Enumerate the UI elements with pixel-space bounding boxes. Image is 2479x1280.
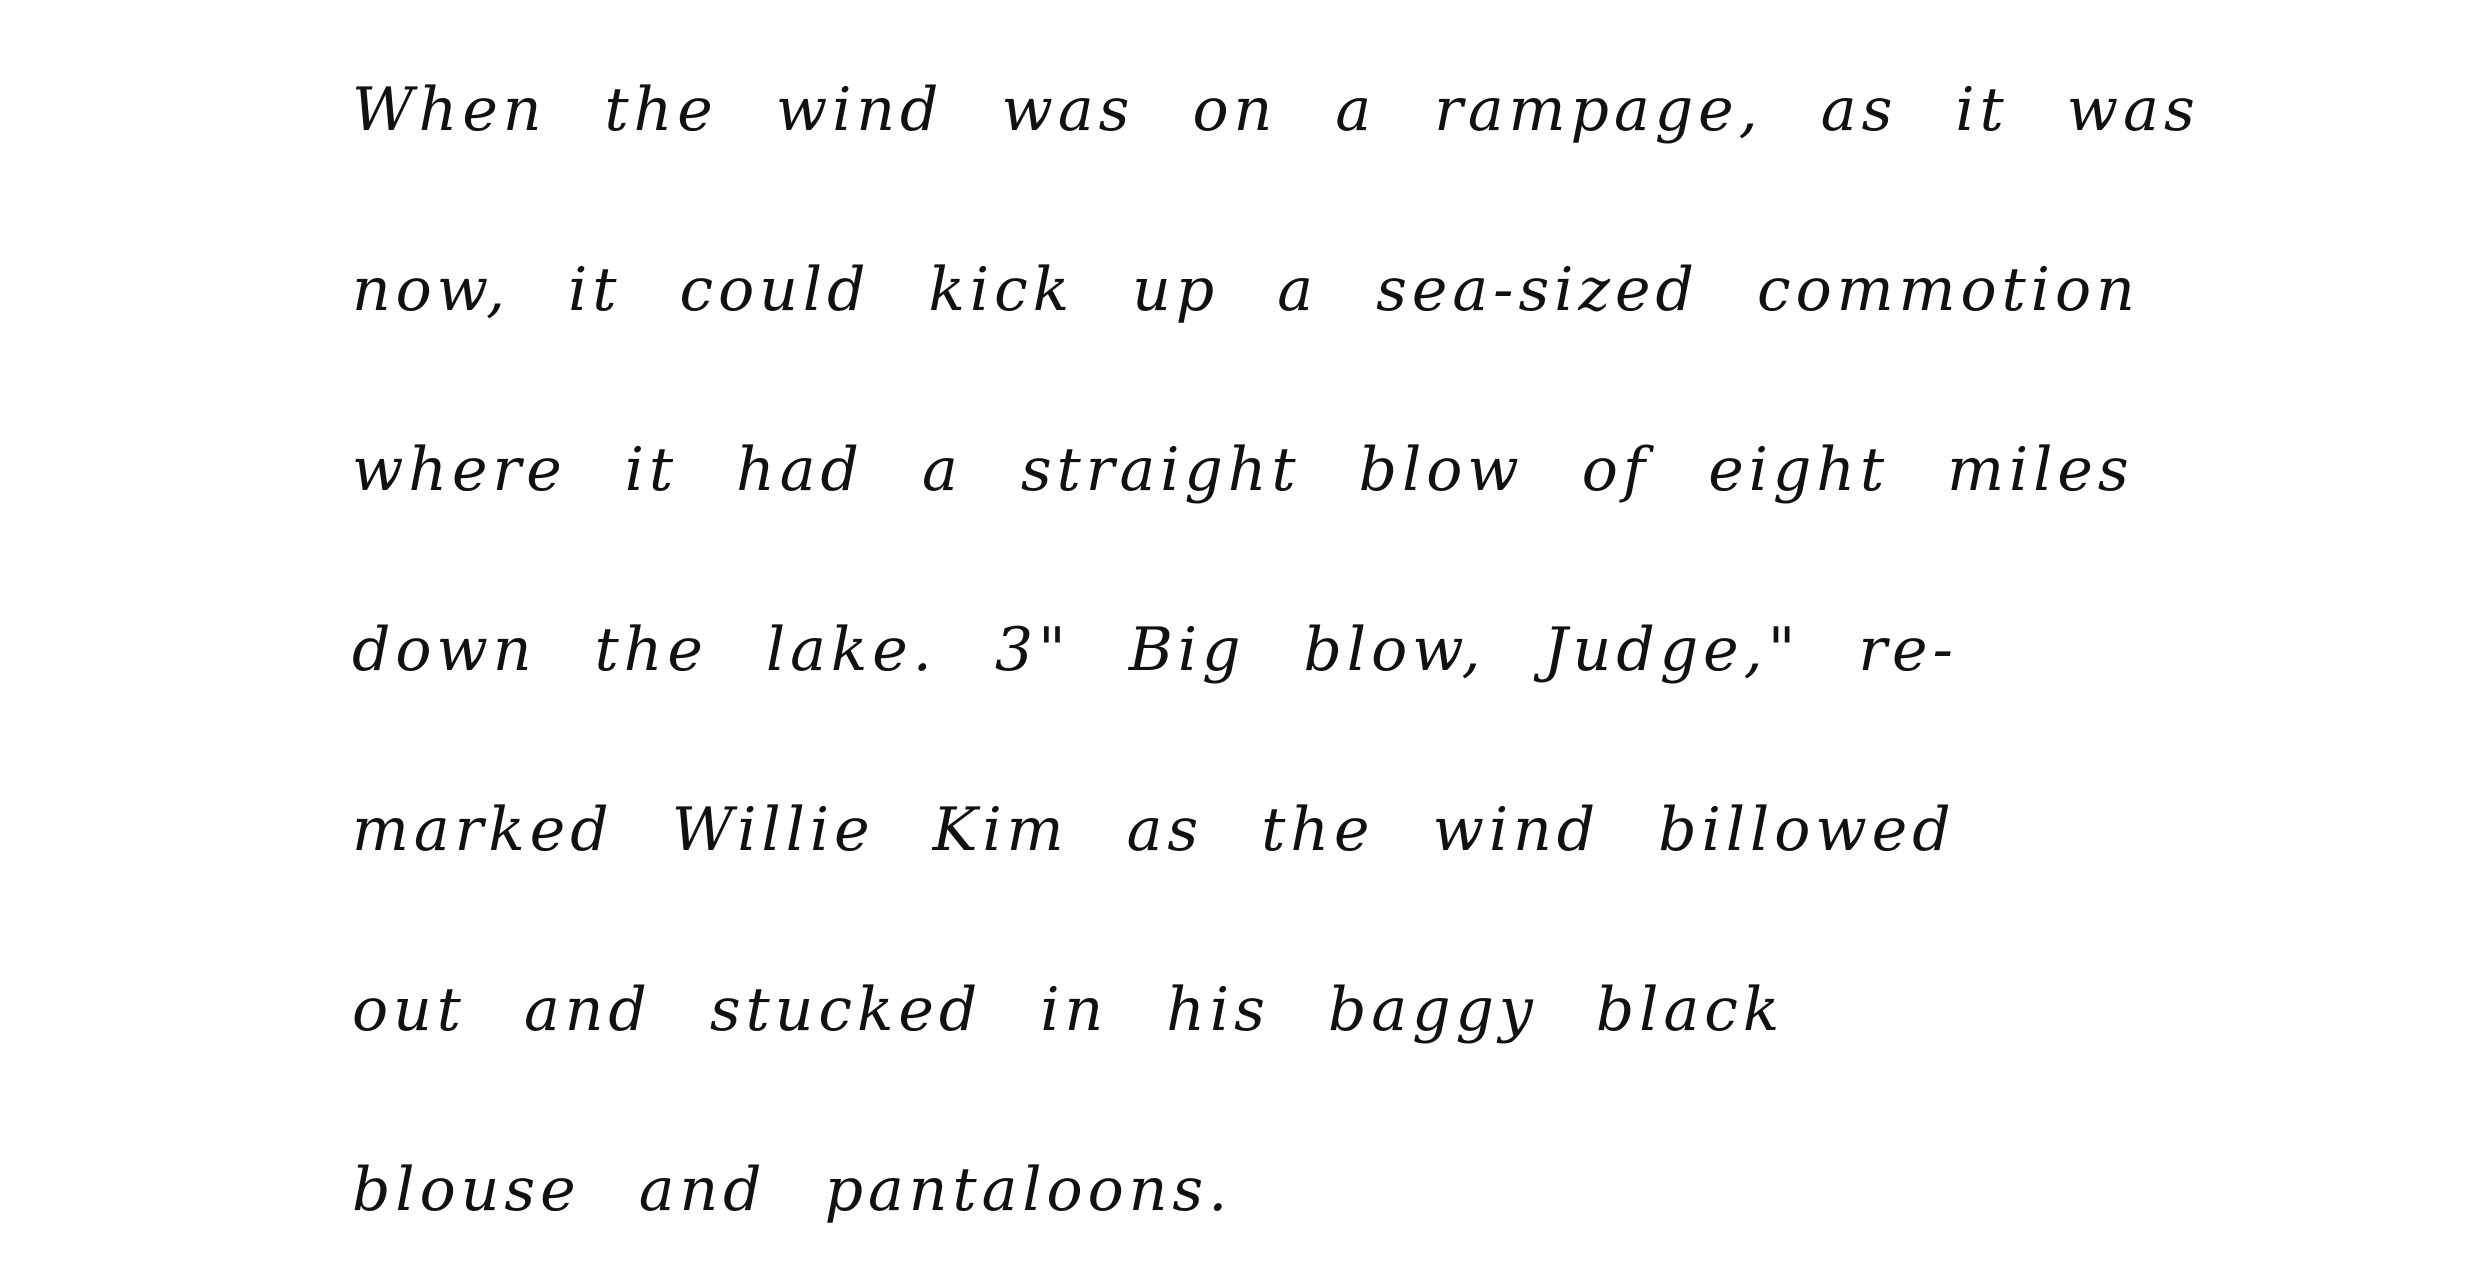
text-line-6: out and stucked in his baggy black	[352, 975, 1785, 1045]
text-line-7: blouse and pantaloons.	[352, 1155, 1233, 1225]
text-line-3: where it had a straight blow of eight miles	[352, 435, 2134, 505]
text-line-4: down the lake. 3" Big blow, Judge," re-	[352, 615, 1958, 685]
text-line-1: When the wind was on a rampage, as it was	[352, 75, 2200, 145]
handwritten-text-block	[352, 20, 2252, 1280]
text-line-5: marked Willie Kim as the wind billowed	[352, 795, 1956, 865]
text-line-2: now, it could kick up a sea-sized commotion	[352, 255, 2140, 325]
